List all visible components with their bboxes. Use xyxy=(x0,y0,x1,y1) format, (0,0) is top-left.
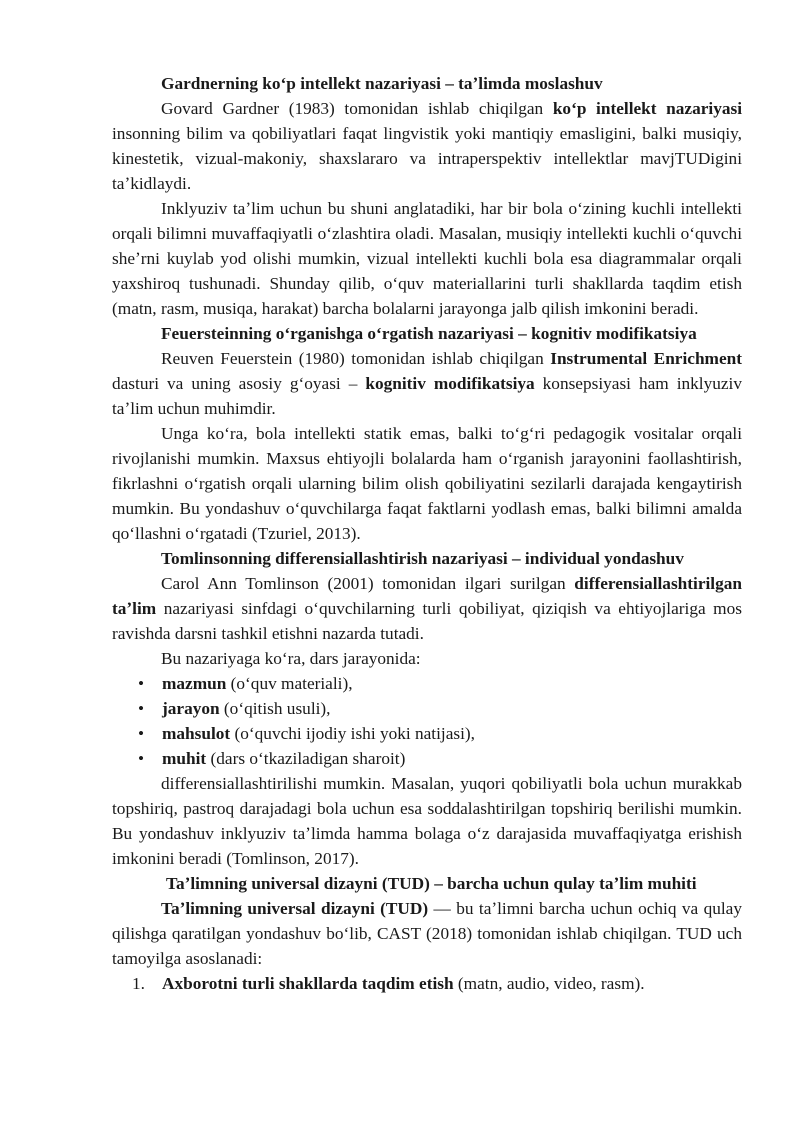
bullet-icon: • xyxy=(138,724,145,743)
paragraph: Govard Gardner (1983) tomonidan ishlab chiqilgan koʻp intellekt nazariyasi insonning bilim va qobiliyatlari faqat lingvistik yoki mantiqiy emasligini, balki musiqiy, kinestetik, vizual-makoniy, shaxslararo va intraperspektiv intellektlar mavjTUDigini taʼkidlaydi. xyxy=(112,99,743,193)
list-item: • jarayon (oʻqitish usuli), xyxy=(112,696,742,721)
section-heading-gardner: Gardnerning koʻp intellekt nazariyasi – taʼlimda moslashuv xyxy=(161,74,603,93)
bullet-list xyxy=(112,671,742,771)
section-heading-feuerstein: Feuersteinning oʻrganishga oʻrgatish nazariyasi – kognitiv modifikatsiya xyxy=(161,324,697,343)
paragraph: Taʼlimning universal dizayni (TUD) — bu taʼlimni barcha uchun ochiq va qulay qilishga qaratilgan yondashuv boʻlib, CAST (2018) tomonidan ishlab chiqilgan. TUD uch tamoyilga asoslanadi: xyxy=(112,899,742,968)
list-item: • mazmun (oʻquv materiali), xyxy=(112,671,742,696)
section-heading-tud: Taʼlimning universal dizayni (TUD) – barcha uchun qulay taʼlim muhiti xyxy=(166,874,697,893)
paragraph: differensiallashtirilishi mumkin. Masalan, yuqori qobiliyatli bola uchun murakkab topshiriq, pastroq darajadagi bola uchun esa soddalashtirilgan topshiriq berilishi mumkin. Bu yondashuv inklyuziv taʼlimda hamma bolaga oʻz darajasida muvaffaqiyatga erishish imkonini beradi (Tomlinson, 2017). xyxy=(112,774,742,868)
numbered-list xyxy=(112,971,742,996)
bullet-icon: • xyxy=(138,749,145,768)
list-item: • muhit (dars oʻtkaziladigan sharoit) xyxy=(112,746,742,771)
list-item: 1. Axborotni turli shakllarda taqdim etish (matn, audio, video, rasm). xyxy=(132,974,645,993)
document-page xyxy=(112,71,742,996)
paragraph: Bu nazariyaga koʻra, dars jarayonida: xyxy=(161,649,421,668)
paragraph: Carol Ann Tomlinson (2001) tomonidan ilgari surilgan differensiallashtirilgan taʼlim nazariyasi sinfdagi oʻquvchilarning turli qobiliyat, qiziqish va ehtiyojlariga mos ravishda darsni tashkil etishni nazarda tutadi. xyxy=(112,574,742,643)
paragraph: Unga koʻra, bola intellekti statik emas, balki toʻgʻri pedagogik vositalar orqali rivojlanishi mumkin. Maxsus ehtiyojli bolalarda ham oʻrganish jarayonini faollashtirish, fikrlashni oʻrgatish orqali ularning bilim olish qobiliyatini sezilarli darajada kengaytirish mumkin. Bu yondashuv oʻquvchilarga faqat faktlarni yodlash emas, balki bilimni amalda qoʻllashni oʻrgatadi (Tzuriel, 2013). xyxy=(112,424,742,543)
list-item: • mahsulot (oʻquvchi ijodiy ishi yoki natijasi), xyxy=(112,721,742,746)
section-heading-tomlinson: Tomlinsonning differensiallashtirish nazariyasi – individual yondashuv xyxy=(161,549,684,568)
bullet-icon: • xyxy=(138,674,145,693)
paragraph: Inklyuziv taʼlim uchun bu shuni anglatadiki, har bir bola oʻzining kuchli intellekti orqali bilimni muvaffaqiyatli oʻzlashtira oladi. Masalan, musiqiy intellekti kuchli oʻquvchi sheʼrni kuylab yod olishi mumkin, vizual intellekti kuchli bola esa diagrammalar orqali yaxshiroq tushunadi. Shunday qilib, oʻquv materiallarini turli shakllarda taqdim etish (matn, rasm, musiqa, harakat) barcha bolalarni jarayonga jalb qilish imkonini beradi. xyxy=(112,199,742,318)
bullet-icon: • xyxy=(138,699,145,718)
paragraph: Reuven Feuerstein (1980) tomonidan ishlab chiqilgan Instrumental Enrichment dasturi va uning asosiy gʻoyasi – kognitiv modifikatsiya konsepsiyasi ham inklyuziv taʼlim uchun muhimdir. xyxy=(112,349,742,418)
